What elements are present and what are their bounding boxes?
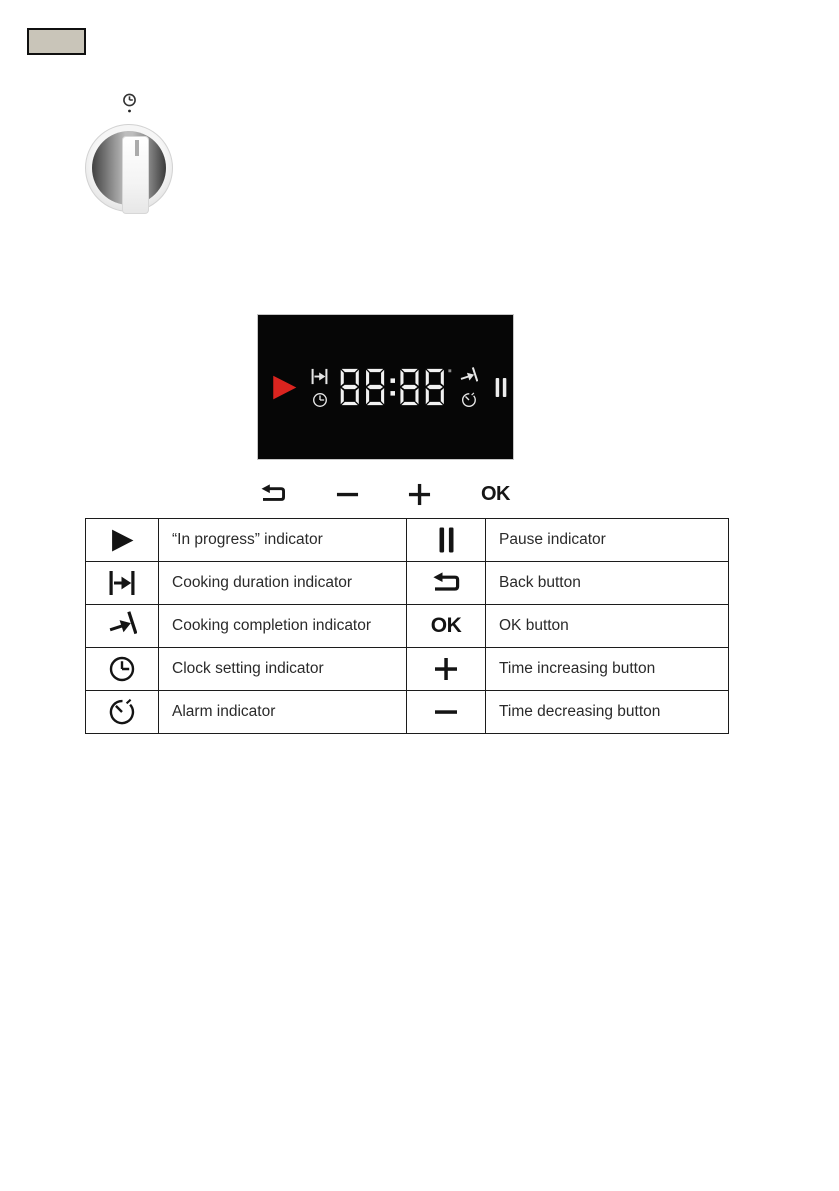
knob-pointer-dot [128, 110, 131, 113]
time-decrease-button[interactable] [336, 483, 359, 506]
legend-label: Pause indicator [486, 519, 729, 562]
legend-label: Alarm indicator [159, 691, 407, 734]
degree-dot [448, 369, 451, 372]
plus-icon [434, 657, 458, 681]
cooking-duration-icon [107, 568, 137, 598]
back-icon [432, 572, 460, 594]
play-icon [110, 528, 135, 553]
cooking-completion-icon [107, 611, 137, 641]
table-row [86, 562, 729, 605]
alarm-indicator-icon [461, 392, 477, 408]
in-progress-indicator-icon [271, 374, 298, 401]
legend-label: Time increasing button [486, 648, 729, 691]
legend-label: Clock setting indicator [159, 648, 407, 691]
legend-label: OK button [486, 605, 729, 648]
ok-button[interactable] [481, 483, 510, 506]
plus-icon [408, 483, 431, 506]
pause-indicator-icon [493, 374, 509, 401]
legend-label: “In progress” indicator [159, 519, 407, 562]
table-row [86, 691, 729, 734]
ok-text: OK [407, 605, 486, 648]
minus-icon [336, 483, 359, 506]
legend-label: Cooking duration indicator [159, 562, 407, 605]
control-button-row [250, 476, 520, 512]
icon-legend-table [85, 518, 729, 734]
table-row [86, 519, 729, 562]
table-row [86, 605, 729, 648]
clock-icon [119, 93, 140, 119]
knob-grip [122, 136, 149, 214]
legend-label: Time decreasing button [486, 691, 729, 734]
seven-segment-time [338, 368, 452, 406]
knob-face [92, 131, 166, 205]
display-left-indicators [310, 367, 329, 408]
alarm-icon [108, 698, 136, 726]
timer-display-panel [257, 314, 514, 460]
table-row [86, 648, 729, 691]
time-increase-button[interactable] [408, 483, 431, 506]
knob-indicator-line [135, 140, 139, 156]
back-icon [260, 484, 286, 504]
minus-icon [434, 700, 458, 724]
legend-label: Back button [486, 562, 729, 605]
cooking-completion-indicator-icon [459, 367, 478, 386]
cooking-duration-indicator-icon [310, 367, 329, 386]
back-button[interactable] [260, 484, 286, 504]
top-left-label-box [27, 28, 86, 55]
clock-setting-icon [108, 655, 136, 683]
clock-setting-indicator-icon [312, 392, 328, 408]
display-right-indicators [459, 367, 478, 408]
pause-icon [436, 526, 457, 554]
ok-button-label: OK [480, 482, 510, 505]
knob-marker [119, 93, 140, 119]
timer-knob[interactable] [85, 124, 173, 212]
legend-label: Cooking completion indicator [159, 605, 407, 648]
